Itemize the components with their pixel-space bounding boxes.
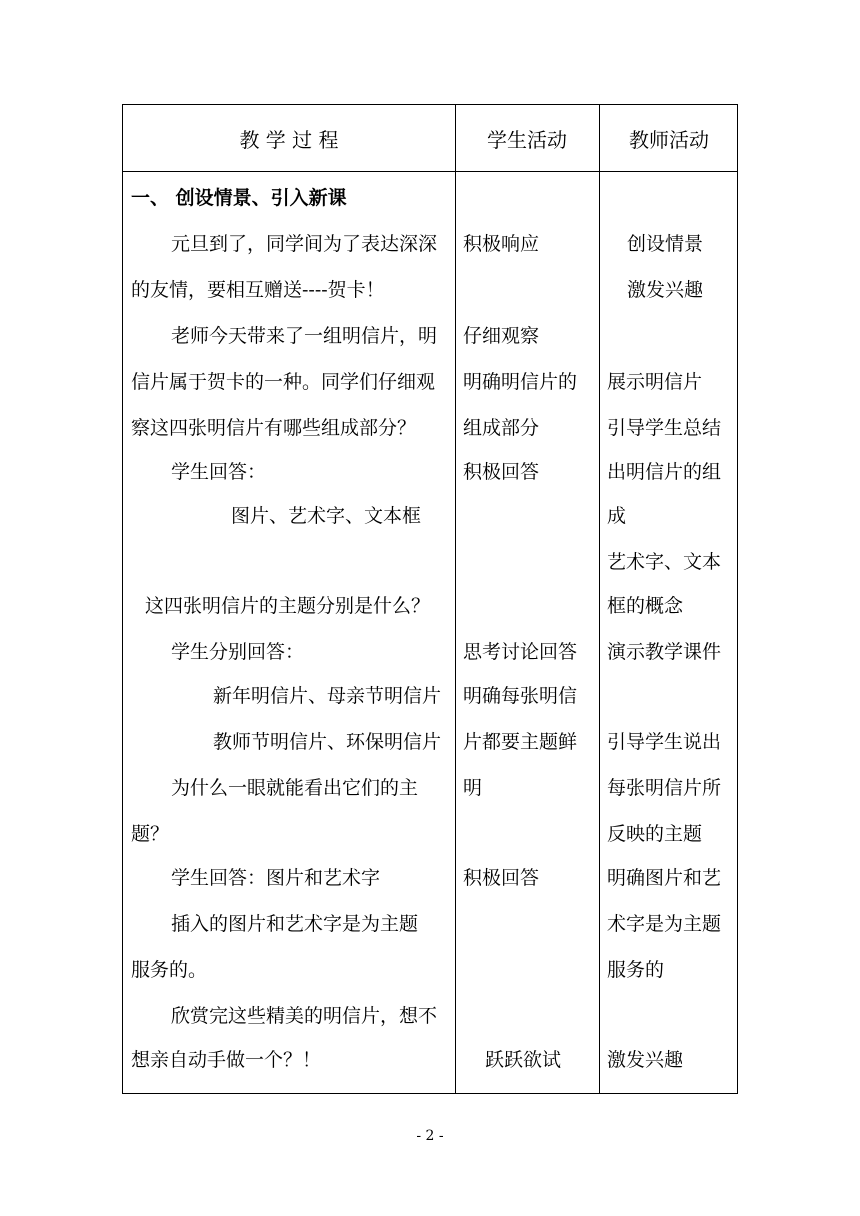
teacher-line: 演示教学课件 [607,641,722,663]
teacher-line: 成 [607,505,627,527]
column-divider-1 [455,105,456,1093]
process-line: 这四张明信片的主题分别是什么？ [145,595,431,617]
header-student: 学生活动 [487,127,567,152]
process-line: 信片属于贺卡的一种。同学们仔细观 [131,371,436,393]
teacher-line: 引导学生总结 [607,417,722,439]
student-line: 积极回答 [463,867,540,889]
process-line: 为什么一眼就能看出它们的主 [171,777,419,799]
student-line: 积极回答 [463,461,540,483]
process-line: 教师节明信片、环保明信片 [213,731,442,753]
teacher-line: 每张明信片所 [607,777,722,799]
teacher-line: 框的概念 [607,595,684,617]
teacher-line: 出明信片的组 [607,461,722,483]
teacher-line: 引导学生说出 [607,731,722,753]
student-line: 明确每张明信 [463,685,578,707]
header-process: 教 学 过 程 [239,127,339,152]
student-line: 组成部分 [463,417,540,439]
teacher-line: 展示明信片 [607,371,703,393]
teacher-line: 激发兴趣 [607,1049,684,1071]
process-line: 题？ [131,823,170,845]
teacher-line: 艺术字、文本 [607,551,722,573]
lesson-table [122,104,738,1094]
process-line: 新年明信片、母亲节明信片 [213,685,442,707]
teacher-line: 术字是为主题 [607,913,722,935]
process-line: 学生回答：图片和艺术字 [171,867,381,889]
header-teacher: 教师活动 [629,127,709,152]
process-line: 学生分别回答： [171,641,305,663]
teacher-line: 服务的 [607,959,665,981]
student-line: 明 [463,777,483,799]
student-line: 思考讨论回答 [463,641,578,663]
page-number: - 2 - [416,1128,444,1144]
student-line: 片都要主题鲜 [463,731,578,753]
process-line: 图片、艺术字、文本框 [231,505,422,527]
teacher-line: 激发兴趣 [627,279,704,301]
process-line: 察这四张明信片有哪些组成部分？ [131,417,417,439]
student-line: 仔细观察 [463,325,540,347]
process-line: 想亲自动手做一个？！ [131,1049,322,1071]
process-line: 欣赏完这些精美的明信片，想不 [171,1005,438,1027]
student-line: 积极响应 [463,233,540,255]
teacher-line: 反映的主题 [607,823,703,845]
process-line: 学生回答： [171,461,267,483]
process-line: 服务的。 [131,959,208,981]
column-divider-2 [599,105,600,1093]
process-line: 插入的图片和艺术字是为主题 [171,913,419,935]
process-line: 老师今天带来了一组明信片，明 [171,325,438,347]
process-line: 的友情，要相互赠送----贺卡！ [131,279,385,301]
student-line: 明确明信片的 [463,371,578,393]
header-divider [123,171,737,172]
teacher-line: 创设情景 [627,233,704,255]
teacher-line: 明确图片和艺 [607,867,722,889]
student-line: 跃跃欲试 [485,1049,562,1071]
process-line: 元旦到了，同学间为了表达深深 [171,233,438,255]
section-heading: 一、 创设情景、引入新课 [131,187,347,209]
